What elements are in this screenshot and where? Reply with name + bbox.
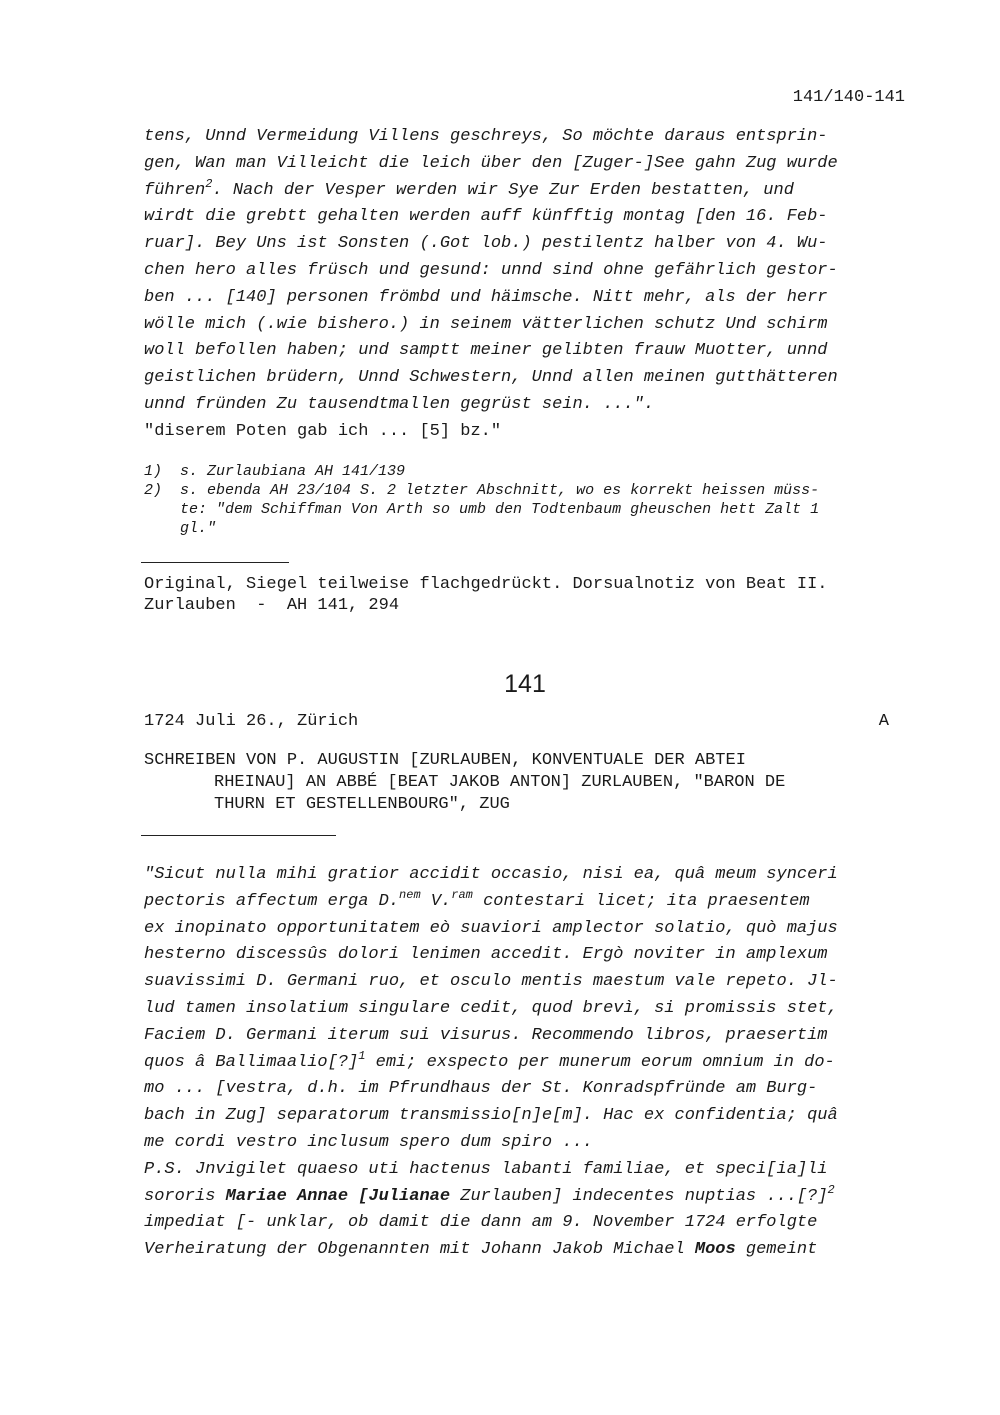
text-line: tens, Unnd Vermeidung Villens geschreys, So möchte daraus entsprin- bbox=[144, 127, 828, 146]
text-line: woll befollen haben; und samptt meiner gelibten frauw Muotter, unnd bbox=[144, 341, 828, 361]
footnotes bbox=[144, 462, 904, 538]
document-title bbox=[144, 750, 904, 816]
text-line: ex inopinato opportunitatem eò suaviori amplector solatio, quò majus bbox=[144, 918, 838, 938]
footnote-text: s. Zurlaubiana AH 141/139 bbox=[180, 463, 406, 480]
text-line: mo ... [vestra, d.h. im Pfrundhaus der St. Konradspfründe am Burg- bbox=[144, 1079, 818, 1099]
text-line: quos â Ballimaalio[?]$^1$ emi; exspecto per munerum eorum omnium in do- bbox=[144, 1048, 835, 1072]
divider bbox=[141, 835, 336, 836]
text-line: hesterno discessûs dolori lenimen accedit. Ergò noviter in amplexum bbox=[144, 945, 828, 965]
text-line: bach in Zug] separatorum transmissio[n]e[m]. Hac ex confidentia; quâ bbox=[144, 1106, 838, 1126]
letter-continuation bbox=[144, 124, 904, 446]
type-mark: A bbox=[878, 712, 889, 731]
closing-line: "diserem Poten gab ich ... [5] bz." bbox=[144, 421, 502, 441]
footnote-text: te: "dem Schiffman Von Arth so umb den Todtenbaum gheuschen hett Zalt 1 bbox=[180, 501, 820, 518]
letter-text bbox=[144, 862, 904, 1264]
footnote-ref: 2 bbox=[205, 176, 213, 191]
text-line: wirdt die grebtt gehalten werden auff künfftig montag [den 16. Feb- bbox=[144, 207, 828, 227]
text-line: me cordi vestro inclusum spero dum spiro ... bbox=[144, 1132, 593, 1152]
text-line: lud tamen insolatium singulare cedit, quod brevì, si promissis stet, bbox=[144, 998, 838, 1018]
text-line: führen$^2$. Nach der Vesper werden wir Sye Zur Erden bestatten, und bbox=[144, 176, 794, 200]
text-line: "Sicut nulla mihi gratior accidit occasio, nisi ea, quâ meum synceri bbox=[144, 865, 838, 884]
text-line: unnd fründen Zu tausendtmallen gegrüst sein. ...". bbox=[144, 394, 655, 414]
text-line: Faciem D. Germani iterum sui visurus. Recommendo libros, praesertim bbox=[144, 1025, 828, 1045]
text-line: geistlichen brüdern, Unnd Schwestern, Unnd allen meinen gutthätteren bbox=[144, 368, 838, 388]
footnote-number: 1) bbox=[144, 463, 163, 480]
page-number: 141/140-141 bbox=[792, 88, 905, 107]
text-line: suavissimi D. Germani ruo, et osculo mentis maestum vale repeto. Jl- bbox=[144, 972, 838, 992]
text-line: pectoris affectum erga D.$^{nem}$ V.$^{ram}$ contestari licet; ita praesentem bbox=[144, 887, 810, 911]
source-line: Original, Siegel teilweise flachgedrückt. Dorsualnotiz von Beat II. bbox=[144, 575, 828, 594]
person-name: Moos bbox=[694, 1240, 736, 1260]
title-line: SCHREIBEN VON P. AUGUSTIN [ZURLAUBEN, KONVENTUALE DER ABTEI bbox=[144, 751, 746, 770]
text-line: ben ... [140] personen frömbd und häimsche. Nitt mehr, als der herr bbox=[144, 287, 828, 307]
title-line: RHEINAU] AN ABBÉ [BEAT JAKOB ANTON] ZURLAUBEN, "BARON DE bbox=[214, 773, 786, 792]
document-number: 141 bbox=[504, 670, 546, 698]
footnote-text: gl." bbox=[180, 520, 217, 537]
text-line: ruar]. Bey Uns ist Sonsten (.Got lob.) pestilentz halber von 4. Wu- bbox=[144, 234, 828, 254]
footnote-number: 2) bbox=[144, 482, 163, 499]
text-line: P.S. Jnvigilet quaeso uti hactenus labanti familiae, et speci[ia]li bbox=[144, 1159, 828, 1179]
footnote-ref: 1 bbox=[358, 1048, 366, 1063]
text-line: impediat [- unklar, ob damit die dann am 9. November 1724 erfolgte bbox=[144, 1213, 818, 1233]
text-line: gen, Wan man Villeicht die leich über den [Zuger-]See gahn Zug wurde bbox=[144, 153, 838, 173]
text-line: sororis Mariae Annae [Julianae Zurlauben] indecentes nuptias ...[?]$^2$ bbox=[144, 1182, 835, 1206]
person-name: Mariae Annae [Julianae bbox=[225, 1186, 451, 1206]
text-line: chen hero alles früsch und gesund: unnd sind ohne gefährlich gestor- bbox=[144, 260, 838, 280]
text-line: wölle mich (.wie bishero.) in seinem vätterlichen schutz Und schirm bbox=[144, 314, 828, 334]
text-line: Verheiratung der Obgenannten mit Johann Jakob Michael Moos gemeint bbox=[144, 1240, 818, 1260]
source-line: Zurlauben - AH 141, 294 bbox=[144, 596, 400, 615]
divider bbox=[141, 562, 289, 563]
date-row bbox=[144, 711, 889, 732]
date-place: 1724 Juli 26., Zürich bbox=[144, 712, 359, 731]
footnote-1 bbox=[144, 462, 904, 481]
title-line: THURN ET GESTELLENBOURG", ZUG bbox=[214, 795, 510, 814]
source-note bbox=[144, 574, 904, 616]
footnote-2 bbox=[144, 481, 904, 538]
footnote-text: s. ebenda AH 23/104 S. 2 letzter Abschnitt, wo es korrekt heissen müss- bbox=[180, 482, 820, 499]
footnote-ref: 2 bbox=[827, 1182, 835, 1197]
